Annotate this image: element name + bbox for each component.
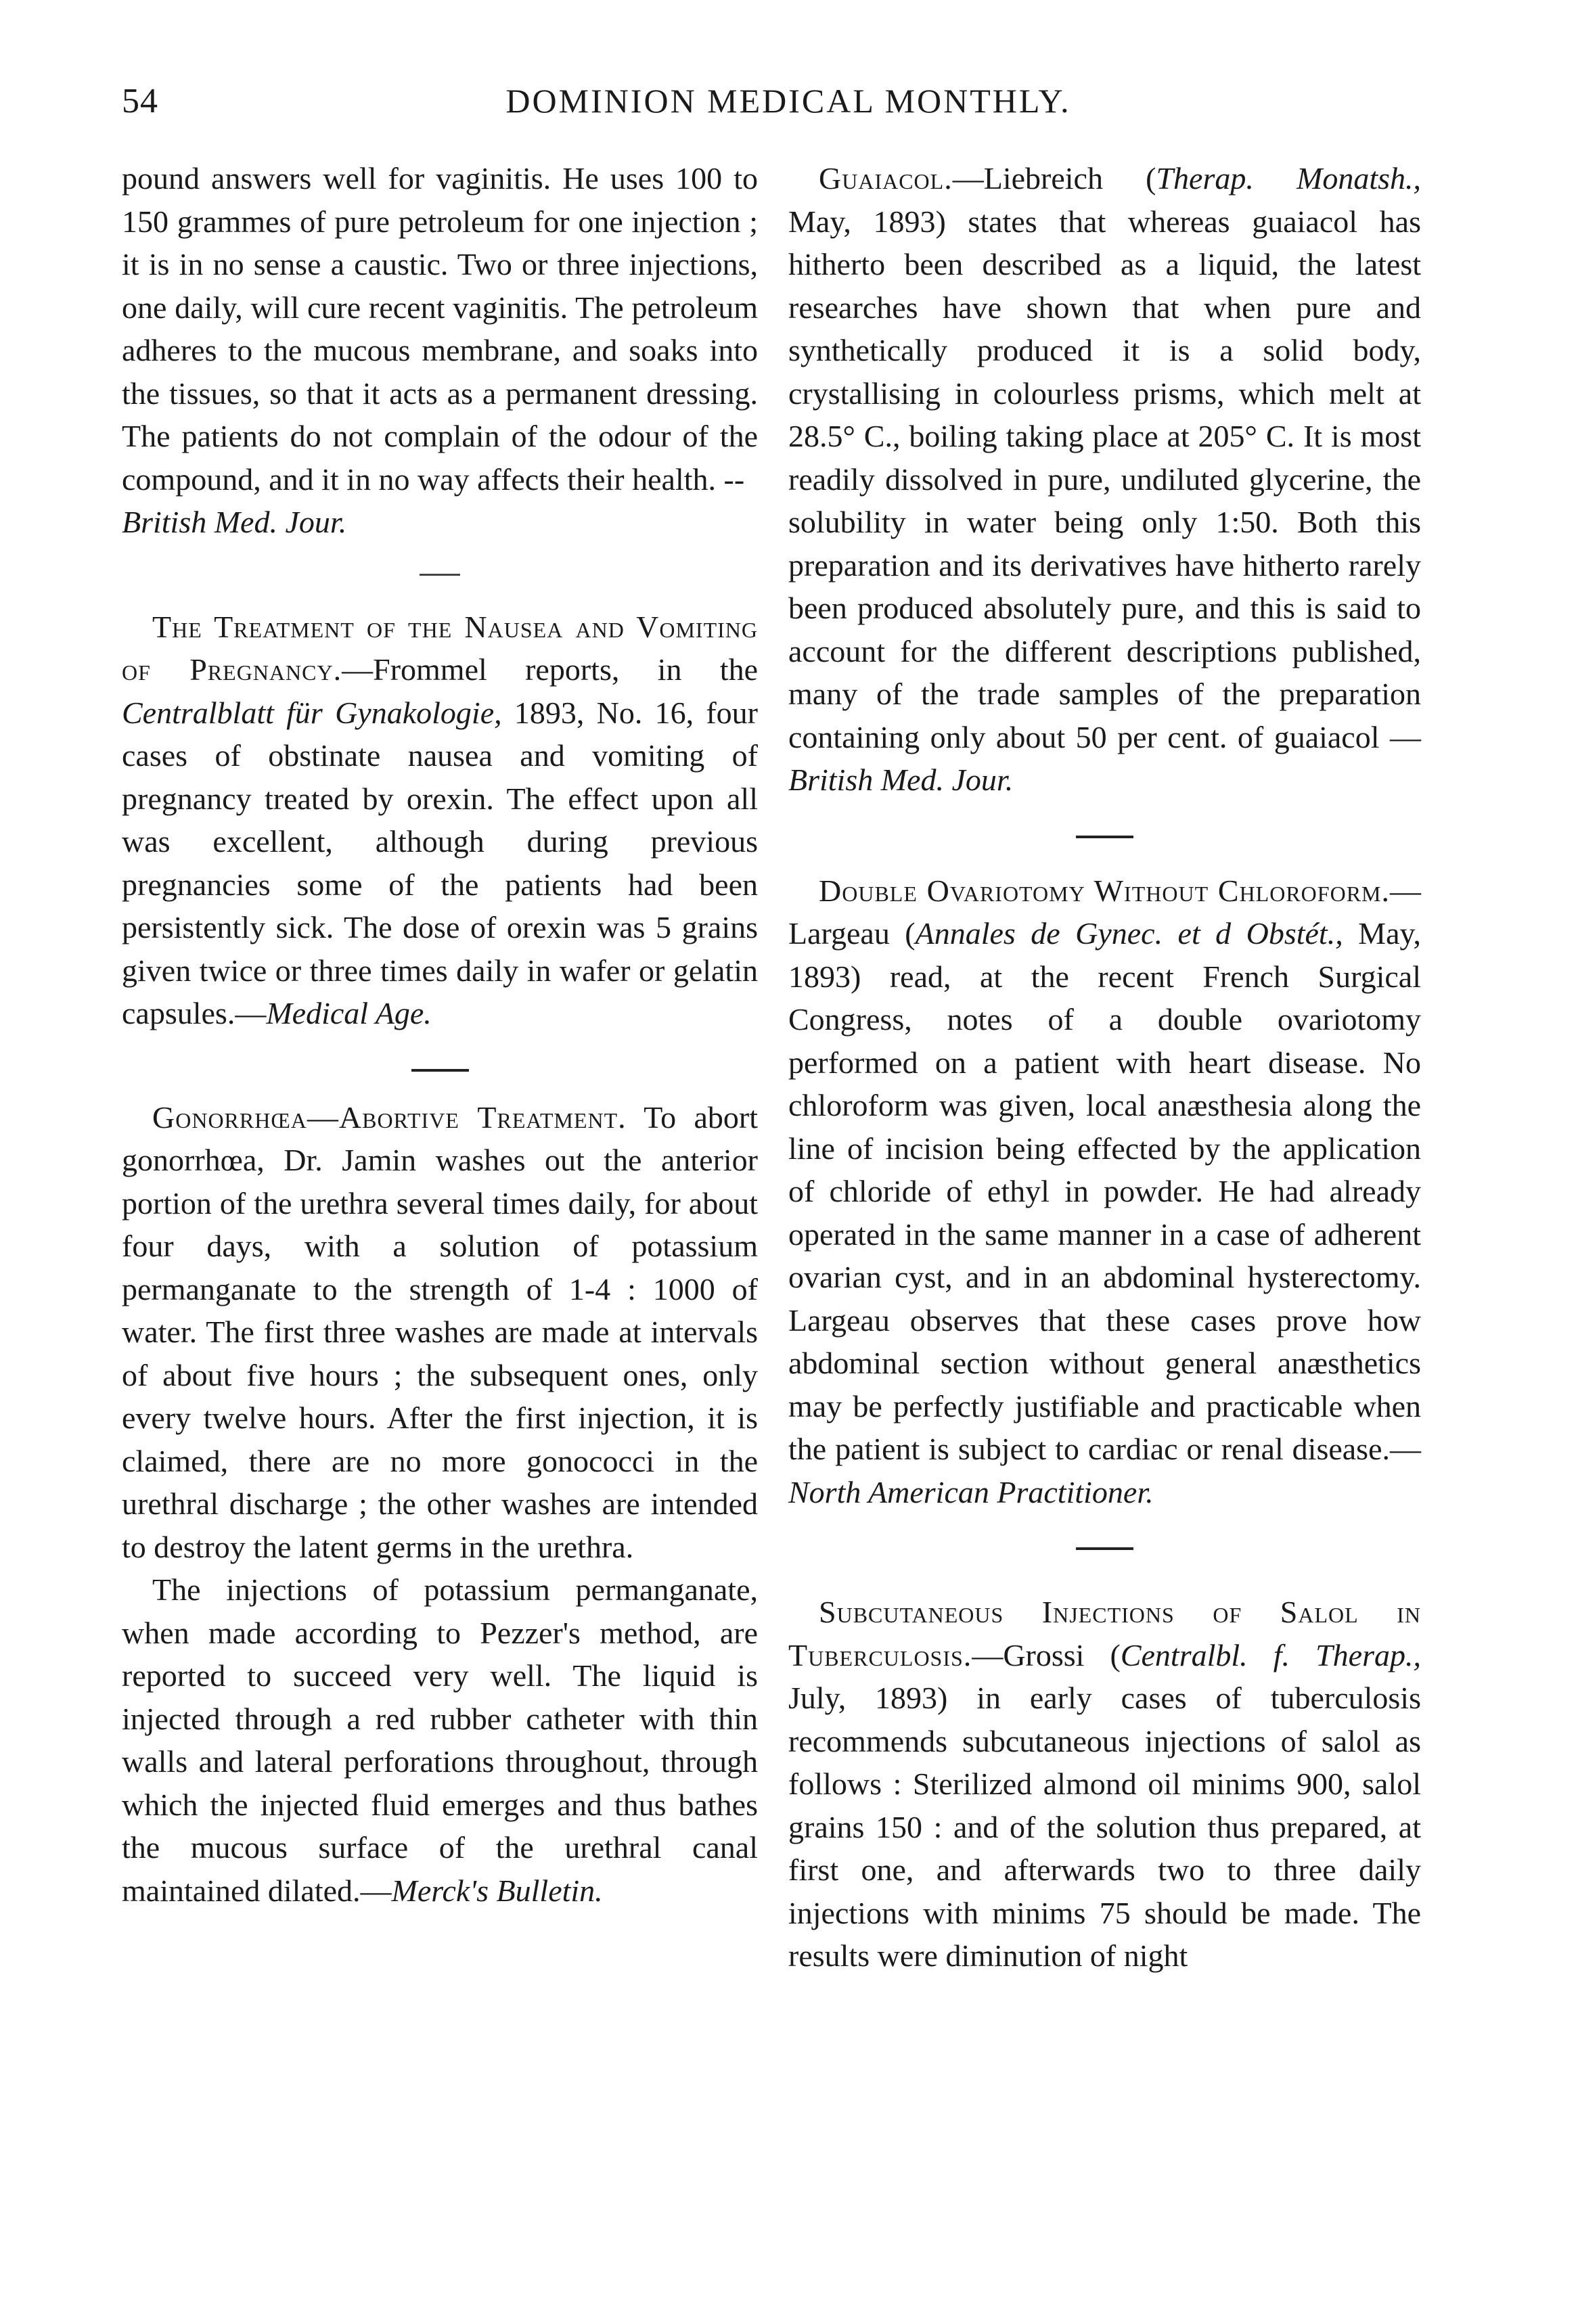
- article-title: Double Ovariotomy Without Chloroform.: [819, 873, 1390, 908]
- article-body: —Frommel reports, in the: [342, 652, 758, 687]
- article-source: British Med. Jour.: [788, 762, 1014, 797]
- article-body: May, 1893) read, at the recent French Surgical Congress, notes of a double ovariotomy performed on a patient with heart disease. No chloroform was given, local anæsthesia along the line of incision being effected by the application of chloride of ethyl in powder. He had already operated in the same manner in a case of adherent ovarian cyst, and in an abdominal hysterectomy. Largeau observes that these cases prove how abdominal section without general anæsthetics may be perfectly justifiable and practicable when the patient is subject to cardiac or renal disease.—: [788, 916, 1421, 1466]
- article-double-ovariotomy: [788, 869, 1421, 1514]
- right-column: [788, 157, 1421, 1978]
- article-title: Subcutaneous Injections of Salol in Tuberculosis.: [788, 1595, 1421, 1672]
- article-vaginitis-continued: [122, 157, 758, 544]
- article-guaiacol: [788, 157, 1421, 802]
- article-body: —Grossi (: [972, 1637, 1121, 1672]
- journal-citation: Therap. Monatsh.,: [1156, 161, 1422, 196]
- article-nausea-vomiting: [122, 606, 758, 1035]
- article-body: To abort gonorrhœa, Dr. Jamin washes out the anterior portion of the urethra several times daily, for about four days, with a solution of potassium permanganate to the strength of 1-4 : 1000 of water. The first three washes are made at intervals of about five hours ; the subsequent ones, only every twelve hours. After the first injection, it is claimed, there are no more gonococci in the urethral discharge ; the other washes are intended to destroy the latent germs in the urethra.: [122, 1099, 758, 1564]
- article-gonorrhoea-paragraph: [122, 1568, 758, 1912]
- page-number: 54: [122, 82, 158, 120]
- article-body: —Liebreich (: [952, 161, 1156, 196]
- left-column: [122, 157, 758, 1912]
- article-body: The injections of potassium permanganate, when made according to Pezzer's method, are reported to succeed very well. The liquid is injected through a red rubber catheter with thin walls and lateral perforations throughout, through which the injected fluid emerges and thus bathes the mucous surface of the urethral canal maintained dilated.—: [122, 1572, 758, 1908]
- article-source: Medical Age.: [266, 996, 432, 1030]
- article-body: —Largeau (: [788, 873, 1421, 951]
- article-source: North American Practitioner.: [788, 1474, 1154, 1509]
- article-body: 1893, No. 16, four cases of obstinate nausea and vomiting of pregnancy treated by orexin. The effect upon all was excellent, although during previous pregnancies some of the patients had been persistently sick. The dose of orexin was 5 grains given twice or three times daily in wafer or gelatin capsules.—: [122, 695, 758, 1030]
- journal-title: DOMINION MEDICAL MONTHLY.: [505, 82, 1071, 120]
- article-title: Guaiacol.: [819, 161, 953, 196]
- journal-citation: Annales de Gynec. et d Obstét.,: [915, 916, 1343, 951]
- article-body: July, 1893) in early cases of tuberculosis recommends subcutaneous injections of salol as follows : Sterilized almond oil minims 900, salol grains 150 : and of the solution thus prepared, at first one, and afterwards two to three daily injections with minims 75 should be made. The results were diminution of night: [788, 1681, 1421, 1973]
- article-title: The Treatment of the Nausea and Vomiting of Pregnancy.: [122, 609, 758, 687]
- journal-citation: Centralblatt für Gynakologie,: [122, 695, 502, 730]
- article-gonorrhoea: [122, 1096, 758, 1569]
- page-header: [122, 81, 1455, 135]
- article-body: May, 1893) states that whereas guaiacol has hitherto been described as a liquid, the latest researches have shown that when pure and synthetically produced it is a solid body, crystallising in colourless prisms, which melt at 28.5° C., boiling taking place at 205° C. It is most readily dissolved in pure, undiluted glycerine, the solubility in water being only 1:50. Both this preparation and its derivatives have hitherto rarely been produced absolutely pure, and this is said to account for the different descriptions published, many of the trade samples of the preparation containing only about 50 per cent. of guaiacol —: [788, 204, 1421, 754]
- article-salol-tuberculosis: [788, 1591, 1421, 1978]
- article-source: British Med. Jour.: [122, 505, 347, 539]
- journal-citation: Centralbl. f. Therap.,: [1120, 1637, 1421, 1672]
- article-source: Merck's Bulletin.: [391, 1873, 603, 1908]
- article-title: Gonorrhœa—Abortive Treatment.: [152, 1099, 627, 1135]
- article-body: pound answers well for vaginitis. He uses 100 to 150 grammes of pure petroleum for one injection ; it is in no sense a caustic. Two or three injections, one daily, will cure recent vaginitis. The petroleum adheres to the mucous membrane, and soaks into the tissues, so that it acts as a permanent dressing. The patients do not complain of the odour of the compound, and it in no way affects their health. --: [122, 161, 758, 497]
